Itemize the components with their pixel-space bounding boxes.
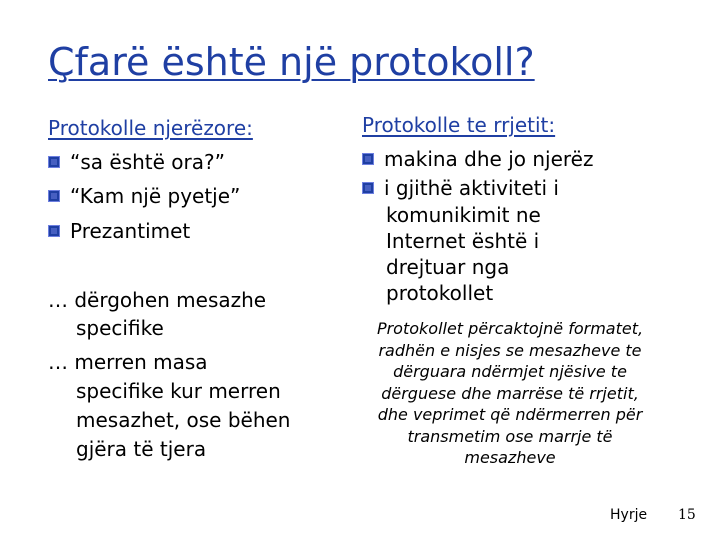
left-bullet-2-text: “Kam një pyetje” [70,184,241,208]
footer-section: Hyrje [610,507,648,523]
left-note-6: gjëra të tjera [76,437,207,461]
square-bullet-icon [48,225,60,237]
description-line-6: transmetim ose marrje të [407,426,613,446]
square-bullet-icon [362,153,374,165]
description-line-4: dërguese dhe marrëse të rrjetit, [381,383,639,403]
square-bullet-icon [48,190,60,202]
left-bullet-3-text: Prezantimet [70,219,191,243]
right-continuation-1: komunikimit ne [386,203,541,227]
description-line-3: dërguara ndërmjet njësive te [393,362,627,381]
square-bullet-icon [48,156,60,168]
left-bullet-3 [48,219,190,243]
right-continuation-4: protokollet [386,281,494,305]
left-note-4: specifike kur merren [76,379,281,403]
right-bullet-1-text: makina dhe jo njerëz [384,147,594,171]
right-bullet-1 [362,147,593,171]
description-line-5: dhe veprimet që ndërmerren për [377,405,643,424]
right-continuation-2: Internet është i [386,229,540,253]
right-continuation-3: drejtuar nga [386,255,510,279]
left-heading: Protokolle njerëzore: [48,116,253,140]
left-note-5: mesazhet, ose bëhen [76,408,291,432]
protocol-description [340,318,680,469]
left-note-1: … dërgohen mesazhe [48,288,267,312]
left-bullet-1 [48,150,225,174]
left-bullet-2 [48,184,240,208]
slide-title: Çfarë është një protokoll? [48,40,535,84]
right-bullet-2 [362,176,559,200]
left-bullet-1-text: “sa është ora?” [70,150,225,174]
footer-page-number: 15 [678,507,696,523]
description-line-1: Protokollet përcaktojnë formatet, [376,319,644,338]
description-line-7: mesazheve [464,448,556,467]
left-note-2: specifike [76,316,164,340]
square-bullet-icon [362,182,374,194]
left-note-3: … merren masa [48,350,208,374]
description-line-2: radhën e nisjes se mesazheve te [378,340,642,360]
right-bullet-2-text: i gjithë aktiviteti i [384,176,559,200]
right-heading: Protokolle te rrjetit: [362,113,556,137]
